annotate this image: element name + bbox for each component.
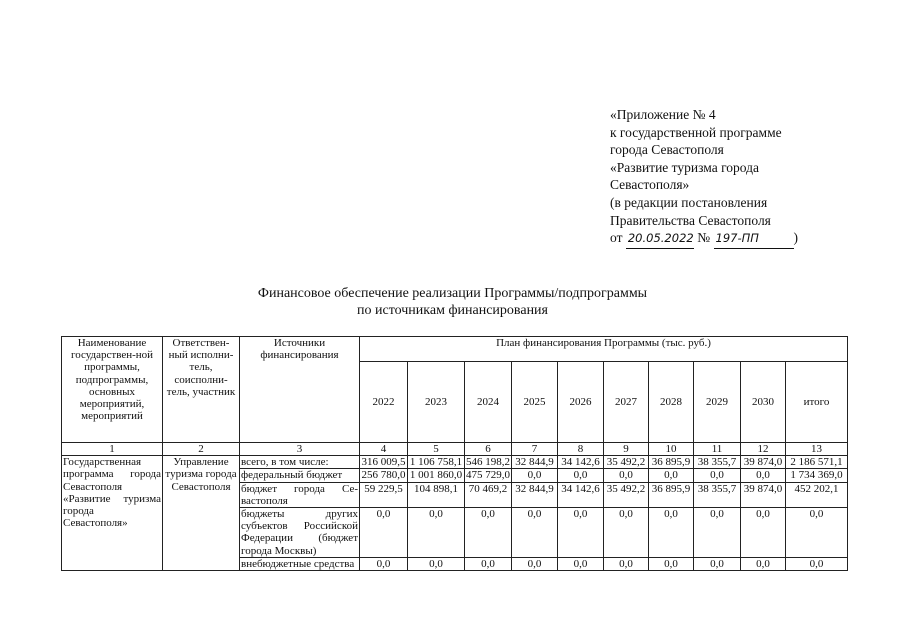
column-number: 2: [163, 443, 240, 456]
source-cell: внебюджетные средства: [240, 557, 360, 570]
value-cell: 0,0: [558, 557, 604, 570]
value-cell: 0,0: [512, 557, 558, 570]
value-cell: 0,0: [694, 508, 741, 558]
value-cell: 38 355,7: [694, 456, 741, 469]
appendix-line: Правительства Севастополя: [610, 212, 771, 228]
year-header: 2023: [408, 362, 465, 443]
appendix-line: (в редакции постановления: [610, 194, 768, 210]
value-cell: 34 142,6: [558, 456, 604, 469]
year-header: 2026: [558, 362, 604, 443]
value-cell: 0,0: [465, 508, 512, 558]
value-cell: 0,0: [694, 557, 741, 570]
value-cell: 0,0: [649, 557, 694, 570]
column-number: 12: [741, 443, 786, 456]
value-cell: 316 009,5: [361, 456, 406, 469]
value-cell: 35 492,2: [604, 482, 649, 507]
responsible-executor: Управление туризма города Севастополя: [163, 456, 240, 571]
value-cell: 0,0: [558, 469, 604, 482]
column-number: 6: [465, 443, 512, 456]
value-cell: 35 492,2: [604, 456, 649, 469]
value-cell: 0,0: [512, 508, 558, 558]
value-cell: 0,0: [604, 469, 649, 482]
total-cell: 2 186 571,1: [786, 456, 848, 469]
column-number: 11: [694, 443, 741, 456]
year-header: 2028: [649, 362, 694, 443]
header-plan: План финансирования Программы (тыс. руб.): [360, 337, 848, 362]
total-cell: 1 734 369,0: [786, 469, 848, 482]
decree-number: 197-ПП: [714, 230, 794, 249]
source-cell: бюджет города Се-вастополя: [241, 482, 358, 507]
source-cell: бюджеты других субъектов Российской Федерации (бюджет города Москвы): [241, 508, 358, 557]
column-number: 5: [408, 443, 465, 456]
header-name: Наименование государствен-ной программы, подпрограммы, основных мероприятий, мероприятий: [62, 337, 163, 443]
column-number: 4: [360, 443, 408, 456]
value-cell: 0,0: [741, 508, 786, 558]
appendix-block: [610, 106, 798, 249]
value-cell: 0,0: [649, 508, 694, 558]
table-row: [62, 456, 848, 469]
value-cell: 38 355,7: [694, 482, 741, 507]
value-cell: 0,0: [558, 508, 604, 558]
value-cell: 1 106 758,1: [408, 456, 465, 469]
year-header: 2025: [512, 362, 558, 443]
column-number: 7: [512, 443, 558, 456]
title-line-1: Финансовое обеспечение реализации Программы/подпрограммы: [257, 286, 648, 301]
value-cell: 475 729,0: [466, 469, 510, 482]
value-cell: 39 874,0: [741, 456, 786, 469]
year-header: 2024: [465, 362, 512, 443]
program-name: Государственная программа города Севастополя «Развитие туризма города Севастополя»: [62, 456, 163, 571]
appendix-line: города Севастополя: [610, 142, 724, 158]
value-cell: 0,0: [694, 469, 741, 482]
value-cell: 0,0: [649, 469, 694, 482]
value-cell: 0,0: [512, 469, 558, 482]
financing-table: [61, 336, 848, 571]
header-sources: Источники финансирования: [240, 337, 360, 443]
value-cell: 0,0: [604, 557, 649, 570]
value-cell: 32 844,9: [512, 482, 558, 507]
appendix-line: «Приложение № 4: [610, 107, 716, 122]
column-number: 9: [604, 443, 649, 456]
value-cell: 36 895,9: [649, 456, 694, 469]
value-cell: 39 874,0: [741, 482, 786, 507]
appendix-line: «Развитие туризма города: [610, 159, 760, 175]
appendix-date-line: [610, 229, 798, 249]
value-cell: 256 780,0: [361, 469, 406, 482]
value-cell: 0,0: [465, 557, 512, 570]
year-header: 2029: [694, 362, 741, 443]
source-cell: всего, в том числе:: [240, 456, 360, 469]
column-number: 10: [649, 443, 694, 456]
total-cell: 452 202,1: [786, 482, 848, 507]
header-responsible: Ответствен-ный исполни-тель, соисполни-тель, участник: [163, 337, 240, 443]
value-cell: 0,0: [604, 508, 649, 558]
decree-date: 20.05.2022: [626, 230, 694, 249]
column-number: 1: [62, 443, 163, 456]
value-cell: 0,0: [360, 508, 408, 558]
source-cell: федеральный бюджет: [240, 469, 360, 482]
column-number: 13: [786, 443, 848, 456]
year-header: 2027: [604, 362, 649, 443]
value-cell: 32 844,9: [512, 456, 558, 469]
from-label: от: [610, 230, 623, 246]
number-label: №: [697, 230, 711, 246]
value-cell: 34 142,6: [558, 482, 604, 507]
value-cell: 546 198,2: [466, 456, 510, 469]
column-number-row: [62, 443, 848, 456]
year-header: 2030: [741, 362, 786, 443]
value-cell: 104 898,1: [408, 482, 465, 507]
value-cell: 0,0: [360, 557, 408, 570]
value-cell: 0,0: [741, 557, 786, 570]
value-cell: 0,0: [408, 508, 465, 558]
value-cell: 59 229,5: [360, 482, 408, 507]
total-cell: 0,0: [786, 508, 848, 558]
total-header: итого: [786, 362, 848, 443]
appendix-line: Севастополя»: [610, 177, 690, 193]
year-header: 2022: [360, 362, 408, 443]
value-cell: 0,0: [408, 557, 465, 570]
title-line-2: по источникам финансирования: [357, 303, 548, 318]
closing-paren: ): [793, 230, 798, 246]
column-number: 3: [240, 443, 360, 456]
total-cell: 0,0: [786, 557, 848, 570]
document-title: [0, 285, 905, 319]
value-cell: 70 469,2: [465, 482, 512, 507]
value-cell: 1 001 860,0: [408, 469, 465, 482]
column-number: 8: [558, 443, 604, 456]
appendix-line: к государственной программе: [610, 124, 782, 140]
value-cell: 36 895,9: [649, 482, 694, 507]
value-cell: 0,0: [741, 469, 786, 482]
